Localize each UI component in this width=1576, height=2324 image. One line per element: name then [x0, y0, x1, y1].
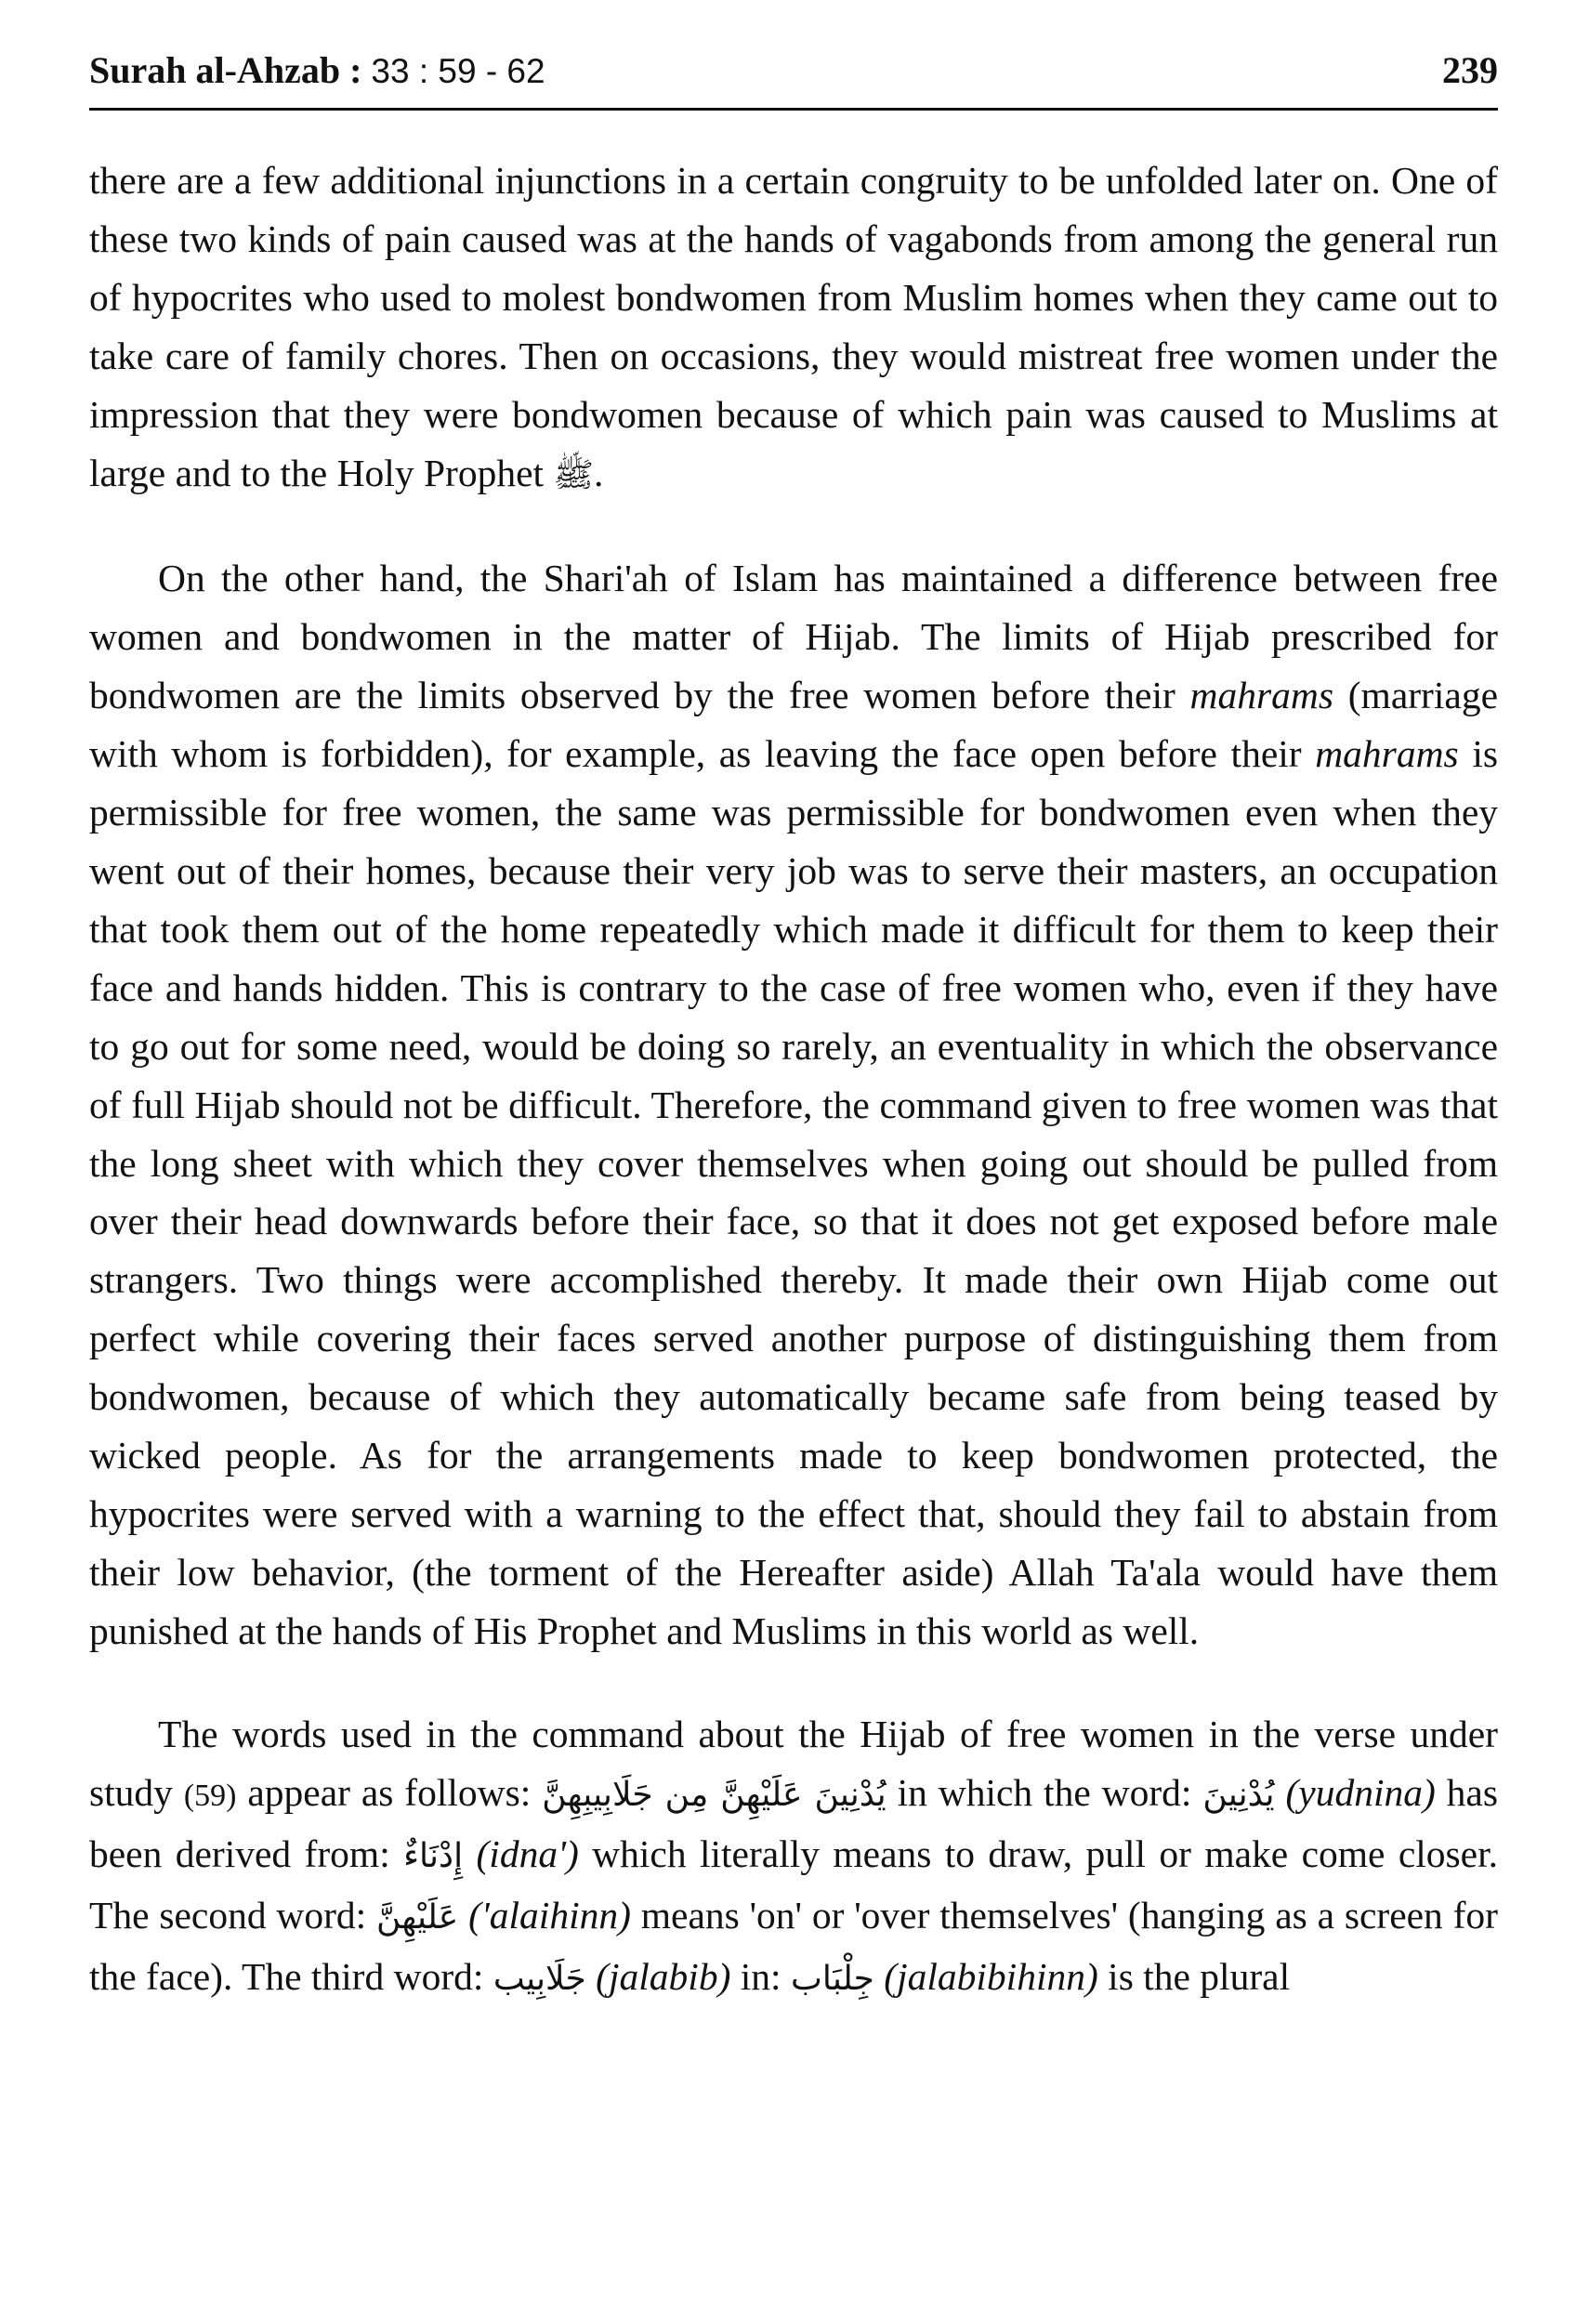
page-number: 239 [1442, 49, 1498, 91]
surah-name: Surah al-Ahzab [89, 49, 341, 91]
salutation-glyph: ﷺ [553, 455, 594, 494]
paragraph-1-text: there are a few additional injunctions in a certain congruity to be unfolded later on. One of these two kinds of pain caused was at the hands of vagabonds from among the general run of hypocrites who used to molest bondwomen from Muslim homes when they came out to take care of family chores. Then on occasions, they would mistreat free women under the impression that they were bondwomen because of which pain was caused to Muslims at large and to the Holy Prophet [89, 159, 1498, 494]
translit-alaihinn: ('alaihinn) [468, 1894, 631, 1937]
translit-yudnina: (yudnina) [1285, 1770, 1436, 1814]
paragraph-3-space-5 [874, 1955, 884, 1998]
paragraph-3-text-3: in which the word: [886, 1770, 1203, 1814]
paragraph-3-space-3 [458, 1894, 468, 1937]
paragraph-3 [89, 1705, 1498, 2010]
header-separator: : [340, 49, 372, 91]
header-title [89, 48, 545, 92]
paragraph-2-text-2: (marriage with whom is forbidden), for example, as leaving the face open before their [89, 674, 1498, 776]
arabic-word-alaihinn: عَلَيْهِنَّ [376, 1898, 459, 1937]
paragraph-3-text-5: which literally means to draw, pull or make come closer. The second word: [89, 1832, 1499, 1937]
arabic-word-idna: إِدْنَاءٌ [403, 1837, 464, 1876]
italic-term-mahrams-1: mahrams [1189, 674, 1334, 717]
paragraph-3-space-4 [586, 1955, 596, 1998]
translit-idna: (idna') [476, 1832, 579, 1876]
paragraph-3-text-8: is the plural [1097, 1955, 1291, 1999]
translit-jalabib: (jalabib) [596, 1955, 731, 1999]
paragraph-1 [89, 151, 1498, 505]
verse-number: (59) [183, 1778, 237, 1813]
paragraph-3-text-7: in: [730, 1955, 791, 1999]
translit-jalabibihinn: (jalabibihinn) [884, 1955, 1098, 1999]
paragraph-3-space-2 [463, 1832, 476, 1875]
paragraph-3-text-6: means 'on' or 'over themselves' (hanging as a screen for the face). The third word: [89, 1894, 1498, 1999]
arabic-word-jilbab: جِلْبَاب [790, 1960, 874, 1999]
paragraph-3-text-2: appear as follows: [236, 1770, 543, 1814]
paragraph-2-text-1: On the other hand, the Shari'ah of Islam has maintained a difference between free women and bondwomen in the matter of Hijab. The limits of Hijab prescribed for bondwomen are the limits observed by the free women before their [89, 557, 1498, 717]
paragraph-3-text-4: has been derived from: [89, 1770, 1499, 1876]
arabic-word-jalabib: جَلَابِيب [492, 1960, 586, 1999]
book-page [89, 48, 1498, 2054]
verse-reference: 33 : 59 - 62 [371, 52, 545, 90]
arabic-word-yudnina: يُدْنِينَ [1202, 1775, 1275, 1814]
paragraph-3-space-1 [1275, 1771, 1286, 1814]
arabic-verse-phrase: يُدْنِينَ عَلَيْهِنَّ مِن جَلَابِيبِهِنَّ [542, 1775, 886, 1814]
paragraph-2 [89, 549, 1498, 1660]
paragraph-3-text-1: The words used in the command about the Hijab of free women in the verse under study [89, 1712, 1498, 1814]
italic-term-mahrams-2: mahrams [1315, 732, 1459, 776]
paragraph-2-text-3: is permissible for free women, the same was permissible for bondwomen even when they went out of their homes, because their very job was to serve their masters, an occupation that took them out of the home repeatedly which made it difficult for them to keep their face and hands hidden. This is contrary to the case of free women who, even if they have to go out for some need, would be doing so rarely, an eventuality in which the observance of full Hijab should not be difficult. Therefore, the command given to free women was that the long sheet with which they cover themselves when going out should be pulled from over their head downwards before their face, so that it does not get exposed before male strangers. Two things were accomplished thereby. It made their own Hijab come out perfect while covering their faces served another purpose of distinguishing them from bondwomen, because of which they automatically became safe from being teased by wicked people. As for the arrangements made to keep bondwomen protected, the hypocrites were served with a warning to the effect that, should they fail to abstain from their low behavior, (the torment of the Hereafter aside) Allah Ta'ala would have them punished at the hands of His Prophet and Muslims in this world as well. [89, 732, 1498, 1652]
body-text [89, 151, 1498, 2009]
running-header [89, 48, 1498, 111]
paragraph-1-end: . [593, 451, 604, 494]
